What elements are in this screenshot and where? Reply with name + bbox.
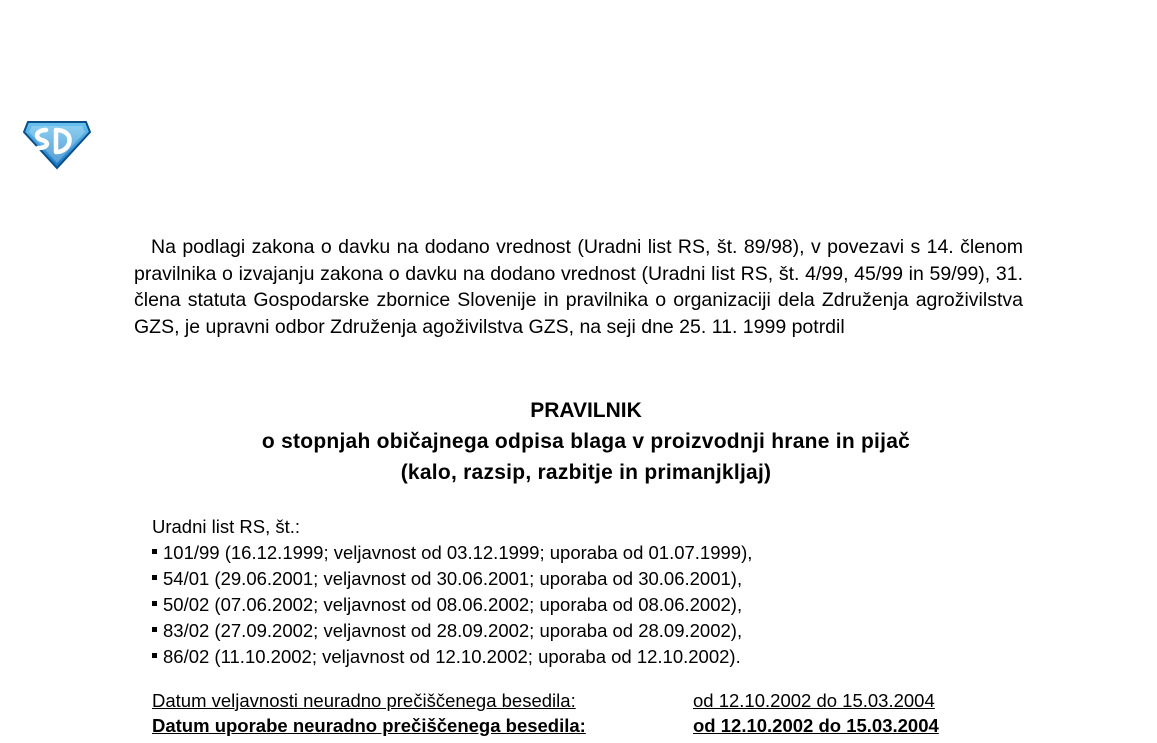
bullet-icon (152, 549, 157, 554)
title-line-3: (kalo, razsip, razbitje in primanjkljaj) (400, 461, 772, 484)
title-line-2: o stopnjah običajnega odpisa blaga v proizvodnji hrane in pijač (261, 430, 911, 453)
bullet-icon (152, 627, 157, 632)
gazette-item: 54/01 (29.06.2001; veljavnost od 30.06.2001; uporaba od 30.06.2001), (152, 566, 1052, 592)
use-label: Datum uporabe neuradno prečiščenega besedila: (152, 715, 586, 736)
shield-logo-icon (22, 116, 92, 170)
validity-value: od 12.10.2002 do 15.03.2004 (693, 690, 935, 711)
validity-label: Datum veljavnosti neuradno prečiščenega besedila: (152, 690, 576, 711)
gazette-item: 50/02 (07.06.2002; veljavnost od 08.06.2002; uporaba od 08.06.2002), (152, 592, 1052, 618)
bullet-icon (152, 601, 157, 606)
gazette-item: 86/02 (11.10.2002; veljavnost od 12.10.2002; uporaba od 12.10.2002). (152, 644, 1052, 670)
bullet-icon (152, 653, 157, 658)
gazette-list (152, 514, 1052, 670)
intro-paragraph: Na podlagi zakona o davku na dodano vrednost (Uradni list RS, št. 89/98), v povezavi s 14. členom pravilnika o izvajanju zakona o davku na dodano vrednost (Uradni list RS, št. 4/99, 45/99 in 59/99), 31. člena statuta Gospodarske zbornice Slovenije in pravilnika o organizaciji dela Združenja agroživilstva GZS, je upravni odbor Združenja agoživilstva GZS, na seji dne 25. 11. 1999 potrdil (134, 236, 1023, 338)
document-title (130, 396, 1042, 488)
gazette-item: 101/99 (16.12.1999; veljavnost od 03.12.1999; uporaba od 01.07.1999), (152, 540, 1052, 566)
gazette-heading: Uradni list RS, št.: (152, 516, 301, 537)
bullet-icon (152, 575, 157, 580)
title-line-1: PRAVILNIK (530, 399, 642, 422)
use-row (152, 713, 1052, 738)
validity-row (152, 688, 1052, 713)
dates-section (152, 688, 1052, 738)
gazette-item: 83/02 (27.09.2002; veljavnost od 28.09.2002; uporaba od 28.09.2002), (152, 618, 1052, 644)
use-value: od 12.10.2002 do 15.03.2004 (693, 715, 939, 736)
